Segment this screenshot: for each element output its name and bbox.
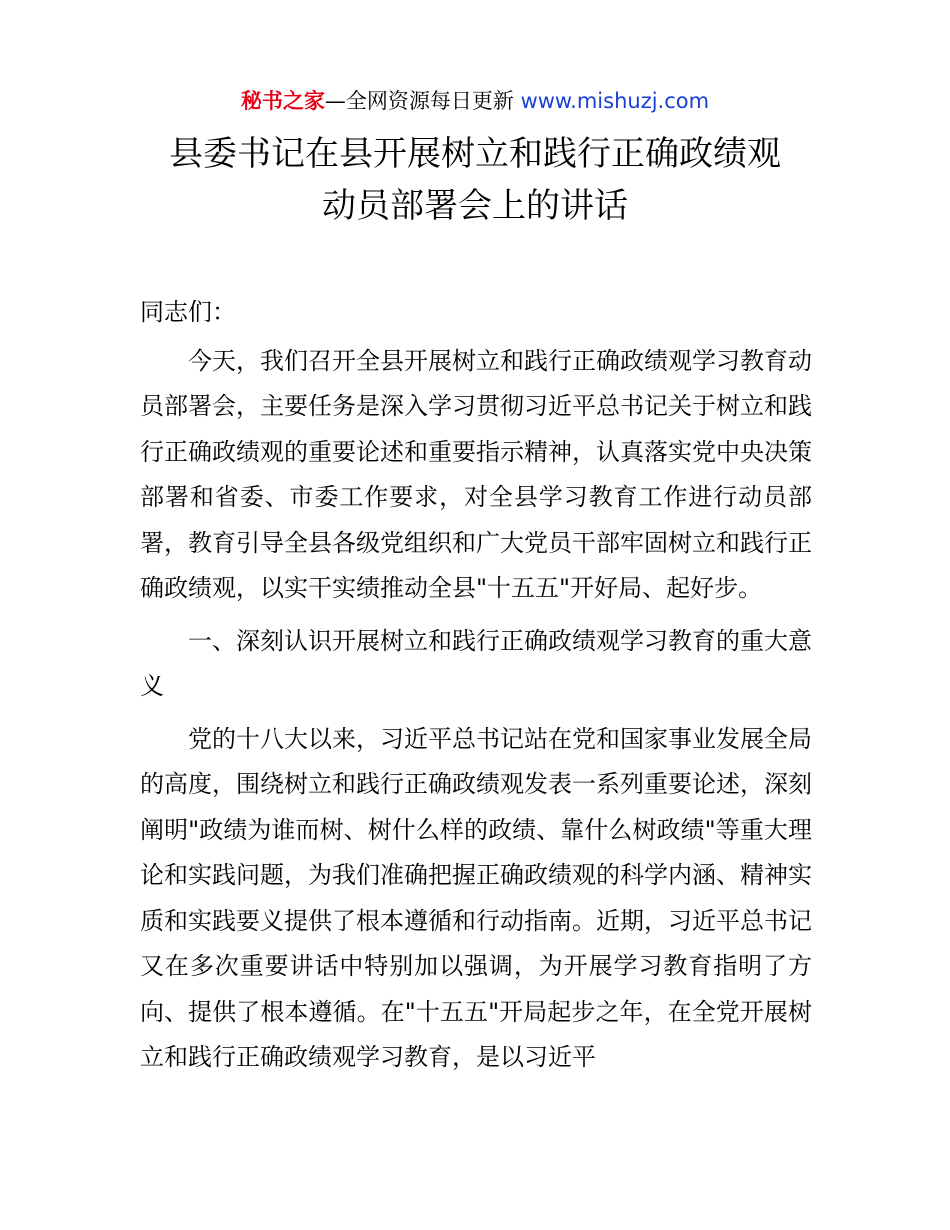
title-line-2: 动员部署会上的讲话 bbox=[322, 186, 628, 226]
site-brand: 秘书之家 bbox=[240, 89, 325, 113]
section-heading-1: 一、深刻认识开展树立和践行正确政绩观学习教育的重大意义 bbox=[140, 626, 812, 700]
title-line-1: 县委书记在县开展树立和践行正确政绩观 bbox=[169, 134, 781, 174]
site-tagline: —全网资源每日更新 bbox=[324, 89, 514, 113]
paragraph-intro: 今天，我们召开全县开展树立和践行正确政绩观学习教育动员部署会，主要任务是深入学习贯彻习近平总书记关于树立和践行正确政绩观的重要论述和重要指示精神，认真落实党中央决策部署和省委、市委工作要求，对全县学习教育工作进行动员部署，教育引导全县各级党组织和广大党员干部牢固树立和践行正确政绩观，以实干实绩推动全县"十五五"开好局、起好步。 bbox=[140, 346, 812, 602]
document-body bbox=[140, 290, 812, 1088]
site-header bbox=[0, 86, 950, 116]
site-url-link[interactable]: www.mishuzj.com bbox=[520, 89, 710, 113]
document-title bbox=[0, 128, 950, 232]
salutation: 同志们： bbox=[140, 298, 236, 326]
paragraph-section-1: 党的十八大以来，习近平总书记站在党和国家事业发展全局的高度，围绕树立和践行正确政绩观发表一系列重要论述，深刻阐明"政绩为谁而树、树什么样的政绩、靠什么树政绩"等重大理论和实践问题，为我们准确把握正确政绩观的科学内涵、精神实质和实践要义提供了根本遵循和行动指南。近期，习近平总书记又在多次重要讲话中特别加以强调，为开展学习教育指明了方向、提供了根本遵循。在"十五五"开局起步之年，在全党开展树立和践行正确政绩观学习教育，是以习近平 bbox=[140, 724, 812, 1071]
